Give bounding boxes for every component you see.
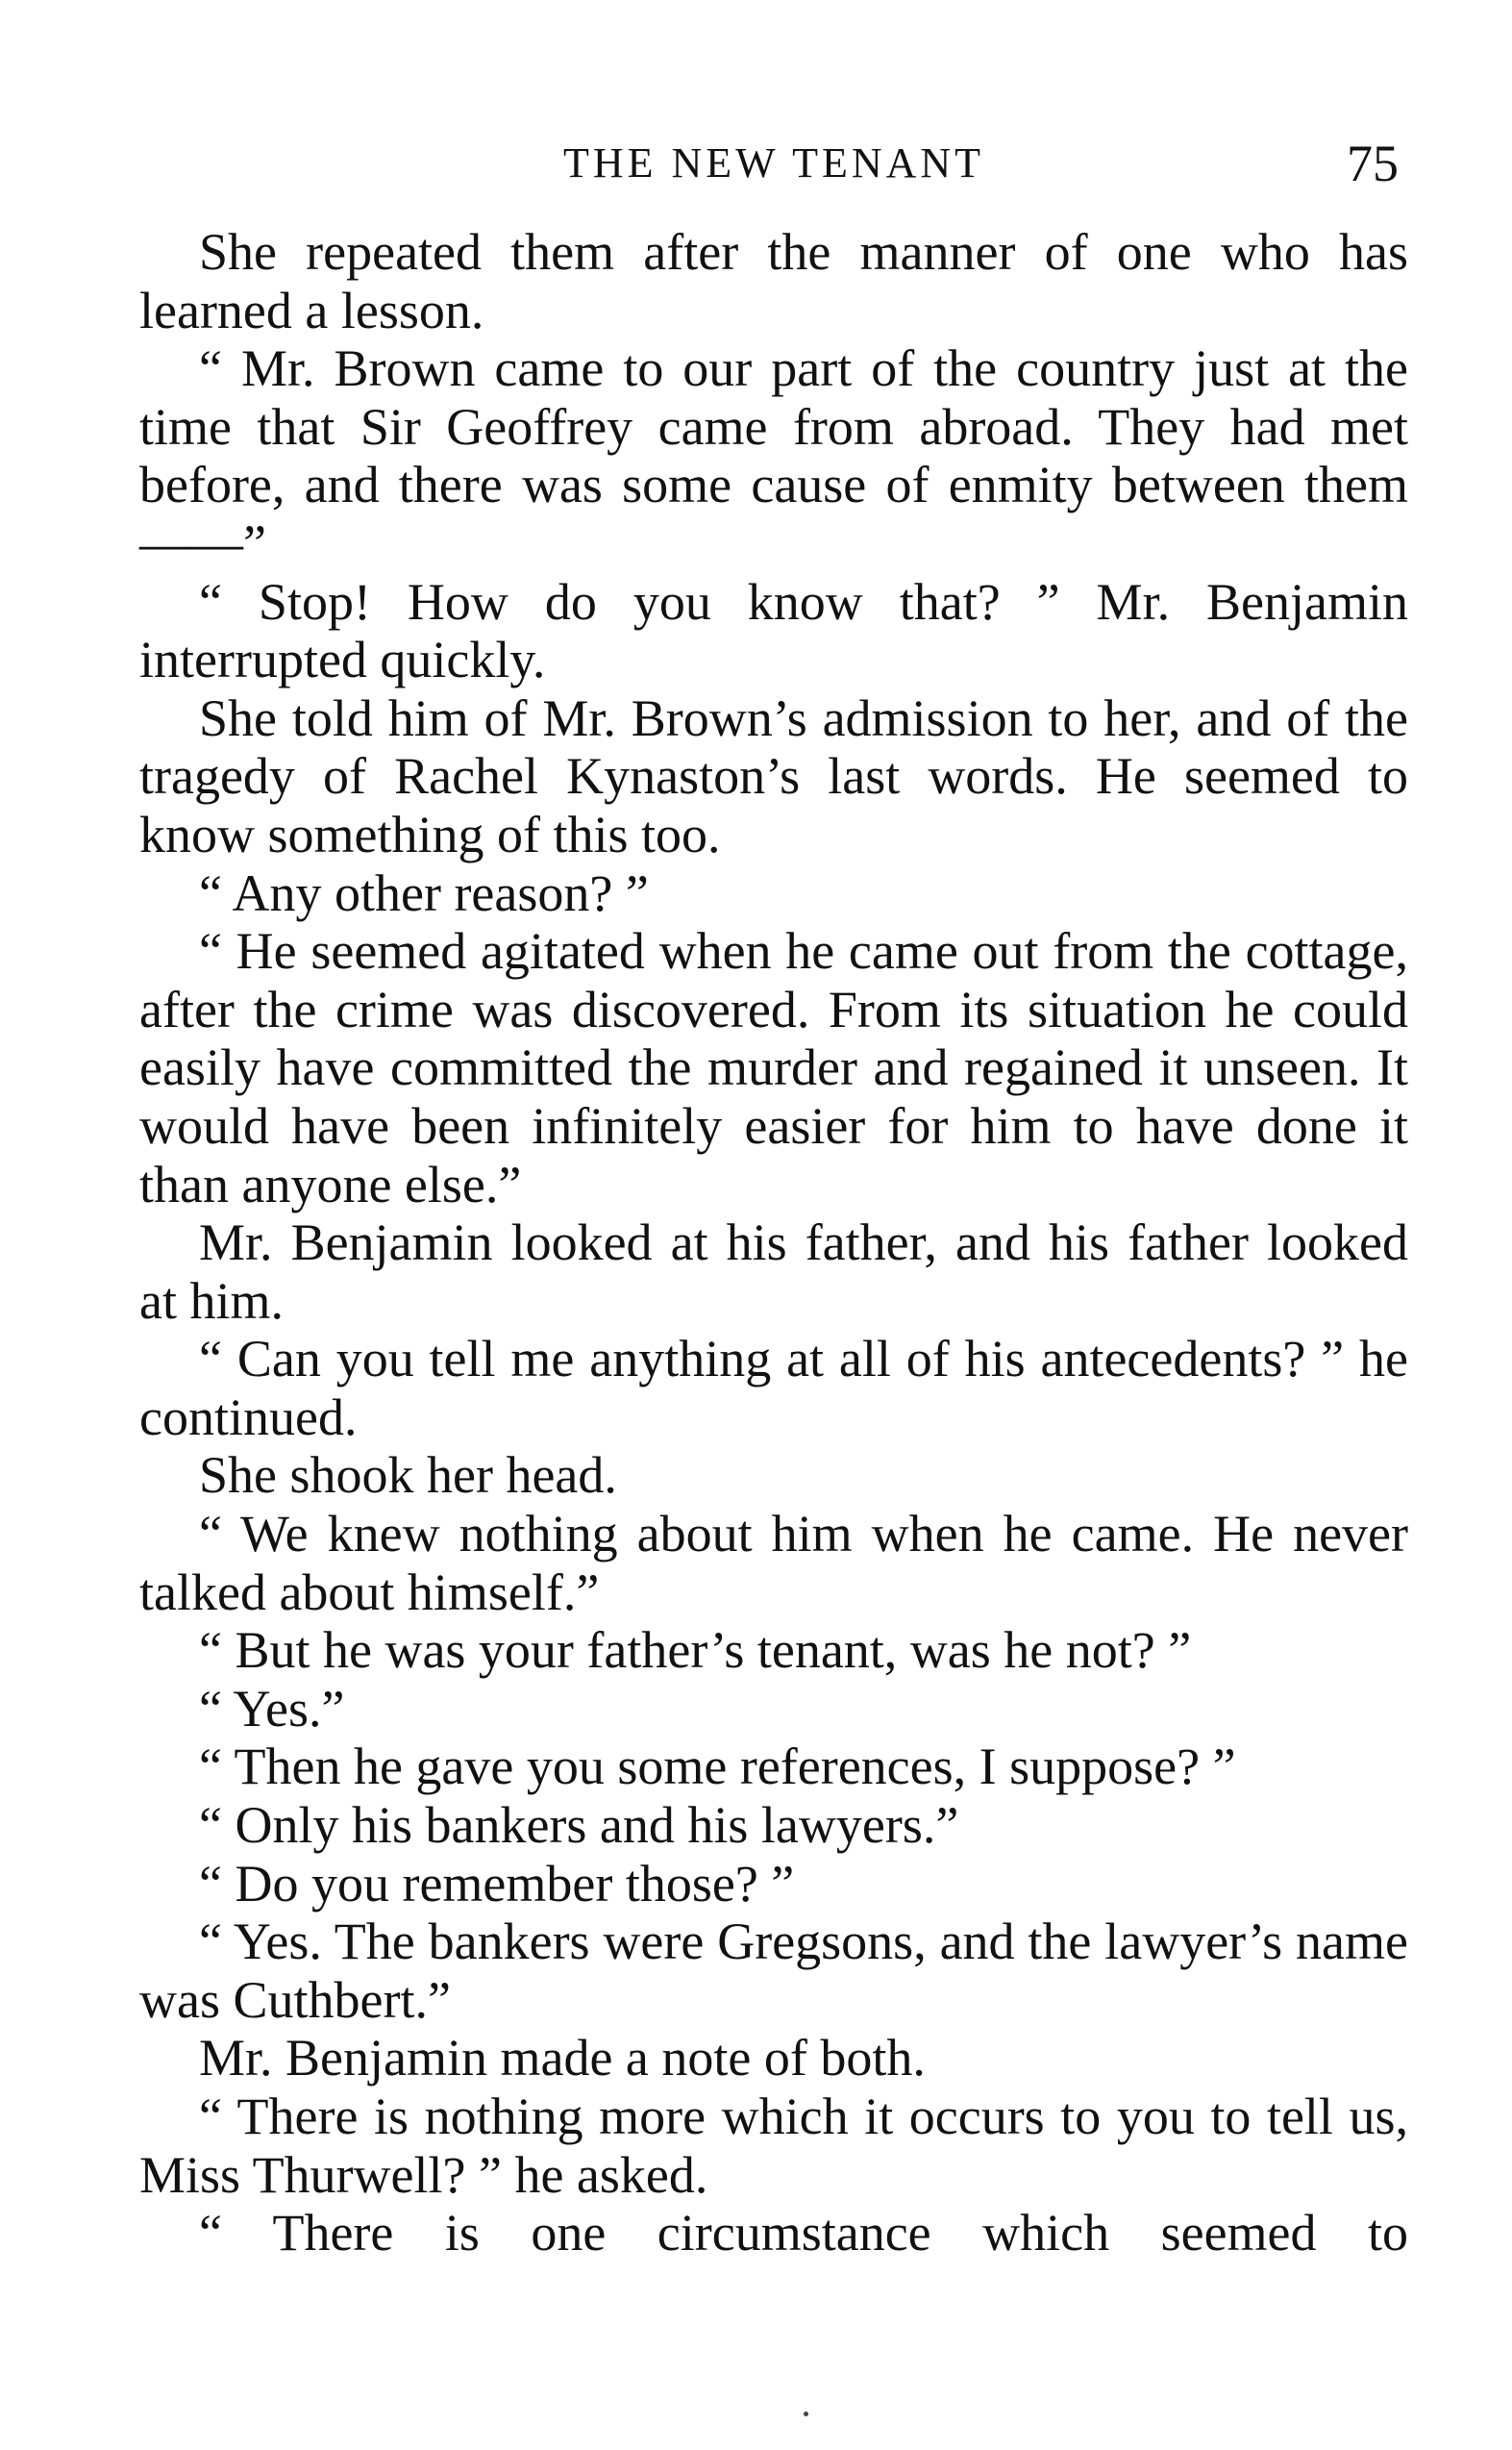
paragraph: “ Do you remember those? ” [199, 1854, 795, 1912]
paragraph: “ There is nothing more which it occurs to you to tell us, Miss Thurwell? ” he asked. [139, 2088, 1408, 2204]
paragraph: “ Yes.” [199, 1679, 345, 1738]
paragraph: “ But he was your father’s tenant, was he not? ” [199, 1621, 1192, 1680]
paragraph: Mr. Benjamin looked at his father, and his father looked at him. [139, 1213, 1408, 1330]
paragraph: She repeated them after the manner of one who has learned a lesson. [139, 223, 1408, 339]
paragraph: “ Any other reason? ” [199, 863, 649, 922]
paragraph: Mr. Benjamin made a note of both. [199, 2029, 926, 2088]
paragraph: “ Then he gave you some references, I suppose? ” [199, 1738, 1236, 1796]
paragraph: “ Stop! How do you know that? ” Mr. Benjamin interrupted quickly. [139, 572, 1408, 689]
paragraph: She shook her head. [199, 1446, 617, 1505]
paragraph: She told him of Mr. Brown’s admission to her, and of the tragedy of Rachel Kynaston’s last words. He seemed to know something of this too. [139, 688, 1408, 863]
running-head [139, 135, 1408, 192]
paragraph: “ Yes. The bankers were Gregsons, and the lawyer’s name was Cuthbert.” [139, 1912, 1408, 2029]
paragraph: “ Mr. Brown came to our part of the country just at the time that Sir Geoffrey came from abroad. They had met before, and there was some cause of enmity between them——” [139, 339, 1408, 572]
paragraph: “ He seemed agitated when he came out from the cottage, after the crime was discovered. From its situation he could easily have committed the murder and regained it unseen. It would have been infinitely easier for him to have done it than anyone else.” [139, 922, 1408, 1213]
page-number: 75 [1347, 135, 1399, 192]
paragraph: “ Can you tell me anything at all of his antecedents? ” he continued. [139, 1330, 1408, 1446]
running-title: THE NEW TENANT [562, 139, 985, 187]
body-text [139, 223, 1408, 2262]
paragraph: “ We knew nothing about him when he came. He never talked about himself.” [139, 1505, 1408, 1621]
print-mark [804, 2412, 808, 2416]
paragraph: “ There is one circumstance which seemed to [199, 2204, 1408, 2262]
paragraph: “ Only his bankers and his lawyers.” [199, 1796, 959, 1855]
